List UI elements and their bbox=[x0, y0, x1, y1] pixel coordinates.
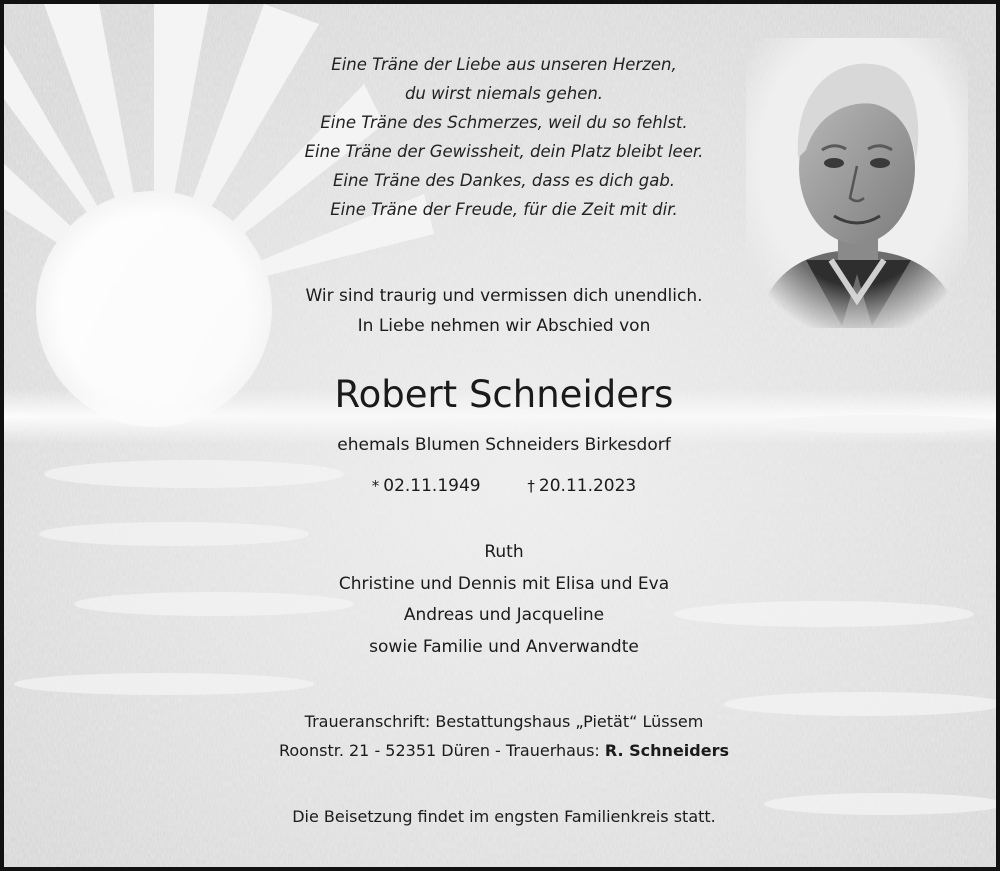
address-line: Traueranschrift: Bestattungshaus „Pietät“ Lüssem bbox=[304, 712, 704, 731]
birth-date: 02.11.1949 bbox=[383, 476, 481, 496]
address-line bbox=[154, 736, 854, 765]
mourner-line: Ruth bbox=[484, 542, 524, 562]
intro-line: Wir sind traurig und vermissen dich unendlich. bbox=[305, 286, 703, 306]
address-text: Roonstr. 21 - 52351 Düren - Trauerhaus: bbox=[278, 741, 605, 760]
former-business: ehemals Blumen Schneiders Birkesdorf bbox=[337, 435, 671, 455]
burial-notice: Die Beisetzung findet im engsten Familienkreis statt. bbox=[292, 807, 716, 826]
death-symbol: † bbox=[527, 477, 535, 495]
mourner-line: sowie Familie und Anverwandte bbox=[369, 636, 639, 657]
deceased-name: Robert Schneiders bbox=[334, 373, 674, 416]
mourner-line: Andreas und Jacqueline bbox=[403, 605, 605, 625]
birth-symbol: * bbox=[371, 477, 380, 495]
mourner-line: Christine und Dennis mit Elisa und Eva bbox=[338, 573, 670, 594]
poem-line: Eine Träne des Dankes, dass es dich gab. bbox=[332, 171, 676, 190]
intro-line: In Liebe nehmen wir Abschied von bbox=[357, 316, 651, 336]
poem-line: Eine Träne der Freude, für die Zeit mit dir. bbox=[330, 200, 678, 219]
intro-text bbox=[204, 281, 804, 341]
birth-date-group bbox=[372, 473, 481, 499]
poem-line: Eine Träne des Schmerzes, weil du so fehlst. bbox=[320, 113, 688, 132]
poem-line: Eine Träne der Liebe aus unseren Herzen, bbox=[331, 55, 677, 74]
poem-line: du wirst niemals gehen. bbox=[404, 84, 604, 103]
mourners-list bbox=[154, 537, 854, 663]
death-date: 20.11.2023 bbox=[538, 476, 637, 496]
poem bbox=[204, 50, 804, 224]
mourning-house-name: R. Schneiders bbox=[604, 741, 729, 760]
death-date-group bbox=[527, 473, 636, 499]
life-dates bbox=[154, 473, 854, 499]
mourning-address bbox=[154, 707, 854, 765]
poem-line: Eine Träne der Gewissheit, dein Platz bleibt leer. bbox=[304, 142, 704, 161]
